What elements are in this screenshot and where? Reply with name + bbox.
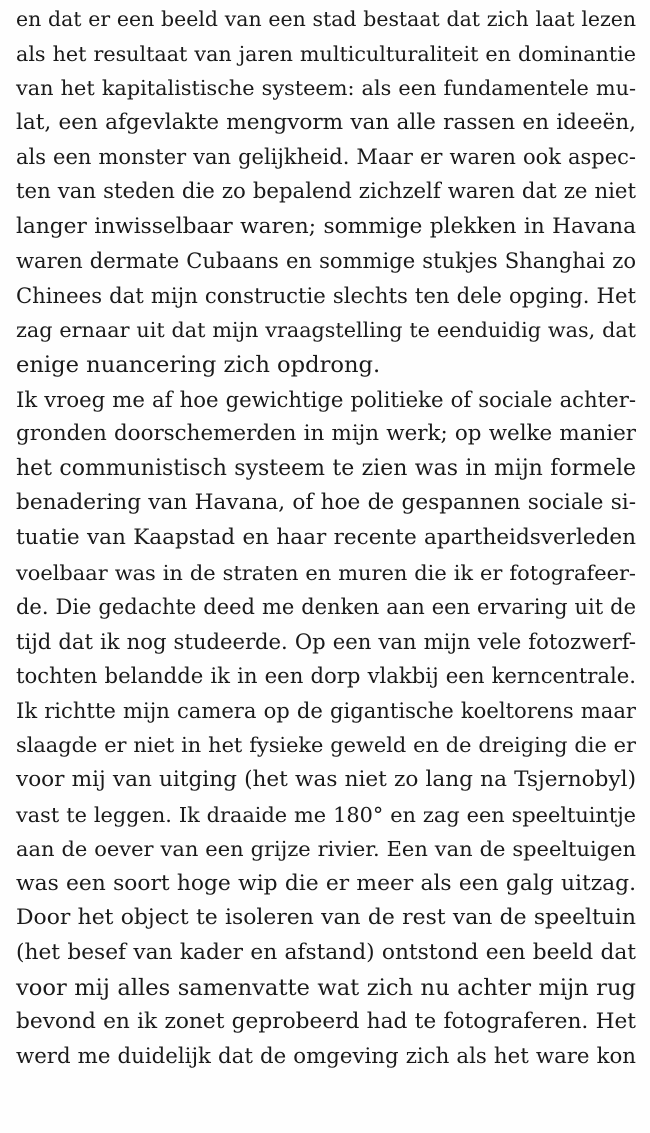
text-line: voelbaar was in de straten en muren die ik er fotografeer- [16,560,636,585]
text-line: tochten belandde ik in een dorp vlakbij een kerncentrale. [16,663,636,689]
text-line: de. Die gedachte deed me denken aan een ervaring uit de [16,595,636,620]
text-line: van het kapitalistische systeem: als een fundamentele mu- [16,76,636,101]
text-line: ten van steden die zo bepalend zichzelf waren dat ze niet [16,178,636,204]
text-line: Ik vroeg me af hoe gewichtige politieke of sociale achter- [16,386,636,412]
text-line: zag ernaar uit dat mijn vraagstelling te eenduidig was, dat [16,318,636,343]
text-line: enige nuancering zich opdrong. [16,351,381,378]
text-line: waren dermate Cubaans en sommige stukjes Shanghai zo [16,248,636,274]
text-line: voor mij van uitging (het was niet zo lang na Tsjernobyl) [16,767,636,793]
text-line: (het besef van kader en afstand) ontstond een beeld dat [16,940,636,966]
text-line: lat, een afgevlakte mengvorm van alle rassen en ideeën, [16,109,636,135]
paragraph-2 [16,383,636,1075]
paragraph-1 [16,2,636,383]
text-line: en dat er een beeld van een stad bestaat dat zich laat lezen [16,7,636,31]
text-line: langer inwisselbaar waren; sommige plekken in Havana [16,213,636,239]
text-line: benadering van Havana, of hoe de gespannen sociale si- [16,490,636,516]
text-line: Chinees dat mijn constructie slechts ten dele opging. Het [16,282,636,308]
text-line: Ik richtte mijn camera op de gigantische koeltorens maar [16,697,636,723]
text-line: was een soort hoge wip die er meer als een galg uitzag. [16,870,636,896]
text-line: bevond en ik zonet geprobeerd had te fotograferen. Het [16,1009,636,1035]
text-line: werd me duidelijk dat de omgeving zich als het ware kon [16,1043,636,1069]
text-line: voor mij alles samenvatte wat zich nu achter mijn rug [16,974,636,1001]
text-line: tuatie van Kaapstad en haar recente apartheidsverleden [16,524,636,550]
text-line: slaagde er niet in het fysieke geweld en de dreiging die er [16,733,636,758]
text-line: Door het object te isoleren van de rest van de speeltuin [16,905,636,931]
text-line: als een monster van gelijkheid. Maar er waren ook aspec- [16,145,636,170]
text-line: gronden doorschemerden in mijn werk; op welke manier [16,421,636,447]
text-line: aan de oever van een grijze rivier. Een van de speeltuigen [16,837,636,862]
text-line: als het resultaat van jaren multiculturaliteit en dominantie [16,41,636,66]
text-line: tijd dat ik nog studeerde. Op een van mijn vele fotozwerf- [16,628,636,654]
text-line: vast te leggen. Ik draaide me 180° en zag een speeltuintje [16,802,636,827]
text-line: het communistisch systeem te zien was in mijn formele [16,455,636,481]
